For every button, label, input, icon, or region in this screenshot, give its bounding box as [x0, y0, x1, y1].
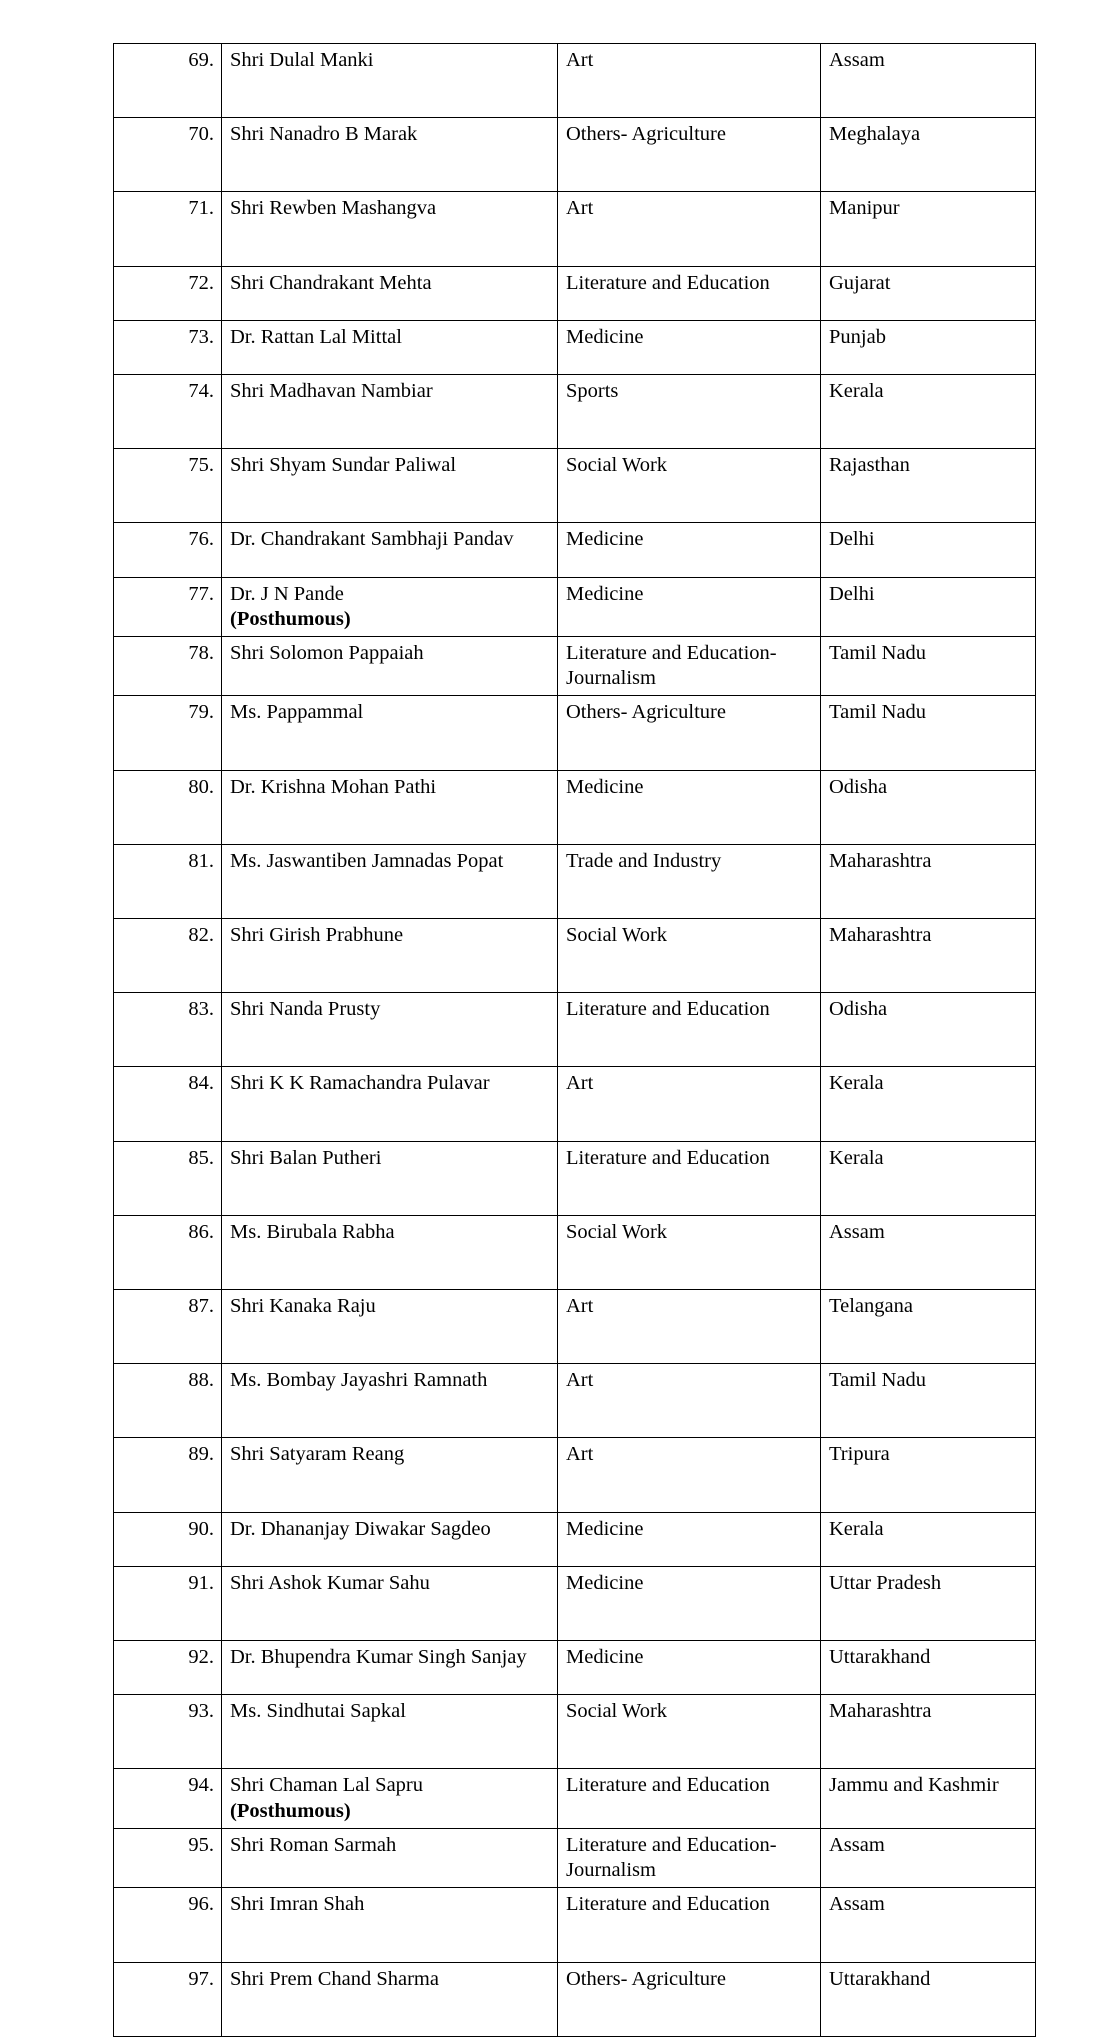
awardee-name-text: Dr. Dhananjay Diwakar Sagdeo	[230, 1517, 491, 1540]
cell-state: Assam	[821, 1215, 1036, 1289]
cell-awardee-name	[222, 919, 558, 993]
awardee-name-text: Ms. Birubala Rabha	[230, 1220, 395, 1243]
table-row	[114, 1566, 1036, 1640]
awardee-name-text: Shri Chandrakant Mehta	[230, 271, 432, 294]
posthumous-marker: (Posthumous)	[230, 1799, 351, 1822]
table-row	[114, 1888, 1036, 1962]
table-row	[114, 1364, 1036, 1438]
cell-awardee-name	[222, 637, 558, 696]
table-row	[114, 375, 1036, 449]
cell-state: Assam	[821, 44, 1036, 118]
cell-state: Odisha	[821, 993, 1036, 1067]
cell-awardee-name	[222, 118, 558, 192]
cell-awardee-name	[222, 1641, 558, 1695]
cell-awardee-name	[222, 1512, 558, 1566]
cell-state: Maharashtra	[821, 919, 1036, 993]
cell-field: Medicine	[558, 577, 821, 636]
cell-state: Jammu and Kashmir	[821, 1769, 1036, 1828]
cell-serial-number: 92.	[114, 1641, 222, 1695]
awardee-name-text: Shri Prem Chand Sharma	[230, 1967, 439, 1990]
table-row	[114, 1769, 1036, 1828]
awardee-name-text: Shri Kanaka Raju	[230, 1295, 376, 1318]
table-row	[114, 1512, 1036, 1566]
cell-awardee-name	[222, 449, 558, 523]
cell-serial-number: 79.	[114, 696, 222, 770]
cell-field: Literature and Education	[558, 1769, 821, 1828]
awardee-name-text: Shri K K Ramachandra Pulavar	[230, 1072, 490, 1095]
cell-state: Tamil Nadu	[821, 1364, 1036, 1438]
cell-awardee-name	[222, 1566, 558, 1640]
table-row	[114, 1067, 1036, 1141]
awardee-name-text: Dr. Krishna Mohan Pathi	[230, 775, 437, 798]
table-row	[114, 637, 1036, 696]
cell-field: Literature and Education- Journalism	[558, 1828, 821, 1887]
table-row	[114, 1438, 1036, 1512]
awards-table-body	[114, 44, 1036, 2037]
awardee-name-text: Shri Roman Sarmah	[230, 1833, 397, 1856]
table-row	[114, 1962, 1036, 2036]
table-row	[114, 1290, 1036, 1364]
cell-awardee-name	[222, 1888, 558, 1962]
cell-field: Social Work	[558, 449, 821, 523]
table-row	[114, 320, 1036, 374]
cell-serial-number: 75.	[114, 449, 222, 523]
table-row	[114, 844, 1036, 918]
cell-field: Trade and Industry	[558, 844, 821, 918]
cell-state: Kerala	[821, 375, 1036, 449]
table-row	[114, 1141, 1036, 1215]
cell-serial-number: 96.	[114, 1888, 222, 1962]
cell-awardee-name	[222, 1215, 558, 1289]
cell-serial-number: 72.	[114, 266, 222, 320]
cell-state: Assam	[821, 1888, 1036, 1962]
table-row	[114, 1215, 1036, 1289]
awardee-name-text: Shri Balan Putheri	[230, 1146, 382, 1169]
cell-field: Art	[558, 192, 821, 266]
cell-state: Telangana	[821, 1290, 1036, 1364]
awardee-name-text: Shri Rewben Mashangva	[230, 197, 437, 220]
cell-awardee-name	[222, 993, 558, 1067]
cell-state: Uttarakhand	[821, 1641, 1036, 1695]
cell-serial-number: 71.	[114, 192, 222, 266]
cell-state: Manipur	[821, 192, 1036, 266]
cell-state: Punjab	[821, 320, 1036, 374]
cell-serial-number: 77.	[114, 577, 222, 636]
cell-state: Rajasthan	[821, 449, 1036, 523]
awardee-name-text: Shri Imran Shah	[230, 1893, 365, 1916]
table-row	[114, 449, 1036, 523]
cell-field: Art	[558, 44, 821, 118]
cell-field: Art	[558, 1364, 821, 1438]
cell-field: Literature and Education	[558, 1141, 821, 1215]
table-row	[114, 770, 1036, 844]
cell-field: Literature and Education	[558, 1888, 821, 1962]
awardee-name-text: Dr. Chandrakant Sambhaji Pandav	[230, 528, 514, 551]
cell-serial-number: 85.	[114, 1141, 222, 1215]
cell-serial-number: 82.	[114, 919, 222, 993]
cell-serial-number: 76.	[114, 523, 222, 577]
cell-state: Kerala	[821, 1141, 1036, 1215]
cell-serial-number: 90.	[114, 1512, 222, 1566]
cell-state: Uttar Pradesh	[821, 1566, 1036, 1640]
cell-serial-number: 70.	[114, 118, 222, 192]
cell-field: Literature and Education	[558, 266, 821, 320]
awardee-name-text: Dr. Rattan Lal Mittal	[230, 325, 402, 348]
cell-serial-number: 80.	[114, 770, 222, 844]
cell-serial-number: 74.	[114, 375, 222, 449]
cell-awardee-name	[222, 1067, 558, 1141]
cell-state: Tripura	[821, 1438, 1036, 1512]
table-row	[114, 919, 1036, 993]
cell-serial-number: 84.	[114, 1067, 222, 1141]
cell-field: Literature and Education	[558, 993, 821, 1067]
table-row	[114, 993, 1036, 1067]
table-row	[114, 192, 1036, 266]
cell-state: Tamil Nadu	[821, 637, 1036, 696]
cell-field: Medicine	[558, 523, 821, 577]
cell-field: Medicine	[558, 770, 821, 844]
table-row	[114, 1828, 1036, 1887]
awardee-name-text: Dr. J N Pande	[230, 582, 344, 605]
cell-field: Others- Agriculture	[558, 1962, 821, 2036]
cell-serial-number: 69.	[114, 44, 222, 118]
cell-state: Maharashtra	[821, 844, 1036, 918]
cell-field: Medicine	[558, 1566, 821, 1640]
cell-state: Delhi	[821, 577, 1036, 636]
cell-awardee-name	[222, 523, 558, 577]
cell-awardee-name	[222, 1695, 558, 1769]
cell-field: Medicine	[558, 1641, 821, 1695]
awardee-name-text: Shri Shyam Sundar Paliwal	[230, 454, 457, 477]
awardee-name-text: Shri Solomon Pappaiah	[230, 642, 424, 665]
cell-field: Others- Agriculture	[558, 696, 821, 770]
cell-awardee-name	[222, 44, 558, 118]
awardee-name-text: Shri Ashok Kumar Sahu	[230, 1571, 430, 1594]
awardee-name-text: Shri Madhavan Nambiar	[230, 380, 433, 403]
cell-serial-number: 81.	[114, 844, 222, 918]
cell-serial-number: 89.	[114, 1438, 222, 1512]
cell-state: Odisha	[821, 770, 1036, 844]
awardee-name-text: Ms. Pappammal	[230, 701, 364, 724]
cell-state: Kerala	[821, 1067, 1036, 1141]
posthumous-marker: (Posthumous)	[230, 607, 351, 630]
cell-field: Social Work	[558, 1215, 821, 1289]
awardee-name-text: Shri Satyaram Reang	[230, 1443, 405, 1466]
table-row	[114, 577, 1036, 636]
cell-awardee-name	[222, 320, 558, 374]
cell-serial-number: 97.	[114, 1962, 222, 2036]
table-row	[114, 1695, 1036, 1769]
cell-field: Medicine	[558, 320, 821, 374]
cell-state: Delhi	[821, 523, 1036, 577]
cell-field: Art	[558, 1290, 821, 1364]
cell-awardee-name	[222, 1828, 558, 1887]
cell-field: Social Work	[558, 919, 821, 993]
awardee-name-text: Ms. Bombay Jayashri Ramnath	[230, 1369, 488, 1392]
awards-table	[113, 43, 1036, 2037]
cell-field: Medicine	[558, 1512, 821, 1566]
cell-awardee-name	[222, 696, 558, 770]
cell-state: Kerala	[821, 1512, 1036, 1566]
table-row	[114, 44, 1036, 118]
cell-field: Art	[558, 1438, 821, 1512]
cell-awardee-name	[222, 1141, 558, 1215]
cell-awardee-name	[222, 1769, 558, 1828]
cell-awardee-name	[222, 266, 558, 320]
cell-serial-number: 93.	[114, 1695, 222, 1769]
cell-awardee-name	[222, 1364, 558, 1438]
awardee-name-text: Shri Nanadro B Marak	[230, 123, 418, 146]
awardee-name-text: Dr. Bhupendra Kumar Singh Sanjay	[230, 1646, 527, 1669]
cell-serial-number: 91.	[114, 1566, 222, 1640]
cell-serial-number: 86.	[114, 1215, 222, 1289]
cell-serial-number: 78.	[114, 637, 222, 696]
awardee-name-text: Shri Nanda Prusty	[230, 998, 381, 1021]
awardee-name-text: Shri Dulal Manki	[230, 49, 374, 71]
cell-field: Literature and Education- Journalism	[558, 637, 821, 696]
awardee-name-text: Ms. Jaswantiben Jamnadas Popat	[230, 849, 504, 872]
table-row	[114, 118, 1036, 192]
cell-serial-number: 95.	[114, 1828, 222, 1887]
cell-state: Gujarat	[821, 266, 1036, 320]
cell-awardee-name	[222, 770, 558, 844]
cell-serial-number: 83.	[114, 993, 222, 1067]
cell-awardee-name	[222, 577, 558, 636]
cell-serial-number: 87.	[114, 1290, 222, 1364]
cell-state: Meghalaya	[821, 118, 1036, 192]
cell-awardee-name	[222, 844, 558, 918]
cell-awardee-name	[222, 1290, 558, 1364]
cell-field: Sports	[558, 375, 821, 449]
table-row	[114, 696, 1036, 770]
cell-awardee-name	[222, 192, 558, 266]
table-row	[114, 266, 1036, 320]
cell-awardee-name	[222, 1962, 558, 2036]
cell-awardee-name	[222, 375, 558, 449]
cell-field: Others- Agriculture	[558, 118, 821, 192]
table-row	[114, 523, 1036, 577]
table-row	[114, 1641, 1036, 1695]
cell-field: Social Work	[558, 1695, 821, 1769]
awardee-name-text: Shri Girish Prabhune	[230, 924, 404, 947]
cell-state: Maharashtra	[821, 1695, 1036, 1769]
cell-awardee-name	[222, 1438, 558, 1512]
cell-serial-number: 88.	[114, 1364, 222, 1438]
cell-state: Uttarakhand	[821, 1962, 1036, 2036]
awardee-name-text: Ms. Sindhutai Sapkal	[230, 1700, 406, 1723]
cell-state: Assam	[821, 1828, 1036, 1887]
cell-state: Tamil Nadu	[821, 696, 1036, 770]
cell-field: Art	[558, 1067, 821, 1141]
cell-serial-number: 94.	[114, 1769, 222, 1828]
awardee-name-text: Shri Chaman Lal Sapru	[230, 1774, 424, 1797]
cell-serial-number: 73.	[114, 320, 222, 374]
